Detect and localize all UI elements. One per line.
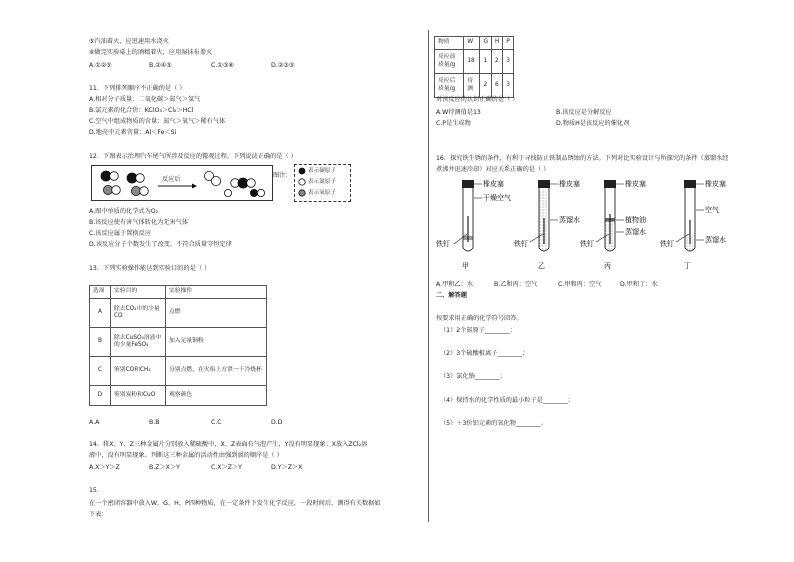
note-water-bing: 蒸馏水 — [625, 228, 646, 236]
q12-option-d[interactable]: D.该反应分子个数发生了改变，不符合质量守恒定律 — [89, 241, 232, 248]
q10-option-a[interactable]: A.①②⑤ — [89, 62, 112, 69]
q13-option-c[interactable]: C.C — [211, 419, 222, 426]
q15-option-a[interactable]: A.W待测值是13 — [436, 109, 481, 116]
table-row — [435, 74, 514, 98]
q15-table-header — [435, 37, 514, 50]
q13-header-option: 选项 — [90, 286, 111, 299]
q13-option-a[interactable]: A.A — [89, 419, 100, 426]
section-title: 二、解答题 — [436, 292, 467, 299]
q12-option-c[interactable]: C.该反应属于置换反应 — [89, 230, 151, 237]
table-cell: 6 — [491, 74, 502, 98]
table-cell: 3 — [503, 74, 514, 98]
table-cell: 反应后质量/g — [435, 74, 464, 98]
product-co2 — [231, 178, 256, 188]
note-air-ding: 空气 — [705, 206, 719, 214]
section-intro: 按要求用正确的化学符号回答。 — [436, 315, 523, 322]
q15-table — [434, 36, 514, 98]
note-stopper-jia: 橡皮塞 — [483, 180, 504, 188]
q16-option-b[interactable]: B.乙和丙：空气 — [494, 281, 538, 288]
q10-option-d[interactable]: D.②③⑤ — [271, 62, 295, 69]
note-stopper-ding: 橡皮塞 — [705, 180, 726, 188]
legend-title: 图注： — [273, 172, 292, 179]
table-cell: 2 — [491, 50, 502, 74]
table-cell: H — [491, 37, 502, 50]
q12-stem: 12．下图表示治理汽车尾气所涉及反应的微观过程。下列说法正确的是（ ） — [89, 153, 297, 160]
table-cell: 加入足量铜粉 — [166, 328, 267, 357]
answer-item-5[interactable]: （5）＋3价铝元素的氧化物________。 — [440, 420, 547, 427]
q11-option-b[interactable]: B.氯元素的化合价：KClO₃＞Cl₂＞HCl — [89, 107, 194, 114]
q13-table — [89, 285, 267, 406]
tube-label-yi: 乙 — [538, 262, 545, 270]
note-nail-jia: 铁钉 — [436, 240, 450, 248]
molecule-co — [101, 171, 118, 181]
reaction-arrow-label: 反应后 — [162, 176, 181, 183]
q16-option-a[interactable]: A.甲和乙：水 — [436, 281, 474, 288]
note-water-ding: 蒸馏水 — [705, 236, 726, 244]
q15-header-substance: 物质 — [435, 37, 464, 50]
q13-stem: 13．下列实验操作能达到实验目的的是（ ） — [89, 265, 211, 272]
q12-option-a[interactable]: A.图中单质的化学式为O₂ — [89, 208, 159, 215]
q13-header-operation: 实验操作 — [166, 286, 267, 299]
q10-option-b[interactable]: B.②④⑤ — [149, 62, 172, 69]
column-divider — [428, 30, 429, 522]
q14-option-b[interactable]: B.Z＞X＞Y — [149, 464, 180, 471]
table-cell: 3 — [503, 50, 514, 74]
q13-header-goal: 实验目的 — [111, 286, 166, 299]
reaction-diagram — [91, 165, 273, 201]
table-cell: 待测 — [464, 74, 480, 98]
molecule-no-2 — [131, 186, 148, 195]
q13-table-header — [90, 286, 267, 299]
oxygen-atom-icon — [298, 189, 306, 197]
table-cell: D — [90, 386, 111, 406]
note-water-yi: 蒸馏水 — [559, 216, 580, 224]
q15-option-d[interactable]: D.物质H是该反应的催化剂 — [556, 120, 630, 127]
legend-nitrogen: 表示氮原子 — [308, 179, 336, 185]
note-stopper-yi: 橡皮塞 — [559, 180, 580, 188]
product-co2-2 — [224, 189, 264, 196]
q10-option-c[interactable]: C.①③⑥ — [211, 62, 234, 69]
tube-ding — [660, 179, 726, 270]
reaction-diagram-svg — [92, 166, 272, 200]
tube-yi — [514, 179, 580, 270]
legend-carbon: 表示碳原子 — [308, 168, 336, 174]
note-nail-yi: 铁钉 — [514, 240, 528, 248]
table-cell: 观察颜色 — [166, 386, 267, 406]
table-cell: 除去CO₂中的少量CO — [111, 299, 166, 328]
reaction-arrowhead — [192, 184, 197, 189]
q11-option-c[interactable]: C.空气中组成物质的含量：氮气＞氧气＞稀有气体 — [89, 118, 226, 125]
q14-option-a[interactable]: A.X＞Y＞Z — [89, 464, 120, 471]
table-cell: B — [90, 328, 111, 357]
note-nail-ding: 铁钉 — [660, 240, 674, 248]
table-cell: 1 — [480, 50, 492, 74]
q15-option-c[interactable]: C.P是生成物 — [436, 120, 471, 127]
tube-label-ding: 丁 — [684, 262, 691, 270]
table-cell: 鉴别炭粉和CuO — [111, 386, 166, 406]
q16-option-d[interactable]: D.甲和丁：水 — [620, 281, 658, 288]
q13-option-b[interactable]: B.B — [149, 419, 160, 426]
table-cell: 2 — [480, 74, 492, 98]
carbon-atom-icon — [298, 167, 306, 175]
table-cell: 反应前质量/g — [435, 50, 464, 74]
q15-number: 15． — [89, 487, 104, 494]
q15-stem: 对该反应的认识正确的是（ ） — [436, 96, 519, 103]
table-cell: 分别点燃，在火焰上方罩一干冷烧杯 — [166, 357, 267, 386]
table-cell: G — [480, 37, 492, 50]
table-cell: 除去CuSO₄溶液中的少量FeSO₄ — [111, 328, 166, 357]
q10-item5: ⑤汽油着火，应迅速用水浇灭 — [89, 38, 169, 45]
q14-line1: 14．将X、Y、Z三种金属片分别放入稀硫酸中，X、Z表面有气泡产生，Y没有明显现象；X放入ZCl₂溶 — [89, 441, 368, 448]
q16-line1: 16．探究铁生锈的条件，有利于寻找防止铁制品锈蚀的方法。下列对比实验设计与所探究的条件（蒸馏水经 — [436, 155, 729, 162]
tube-jia — [436, 179, 511, 270]
table-row — [90, 328, 267, 357]
answer-item-3[interactable]: （3）氯化钠________； — [440, 373, 506, 380]
q16-option-c[interactable]: C.甲和丙：空气 — [558, 281, 602, 288]
table-cell: 鉴别CO和CH₄ — [111, 357, 166, 386]
tube-label-bing: 丙 — [604, 262, 611, 270]
q16-line2: 煮沸并迅速冷却）对应关系正确的是（ ） — [436, 166, 550, 173]
q11-stem: 11．下列排列顺序不正确的是（ ） — [89, 85, 186, 92]
rust-experiment-diagram — [434, 176, 734, 276]
nitrogen-atom-icon — [298, 178, 306, 186]
product-n2 — [204, 171, 220, 185]
q11-option-a[interactable]: A.相对分子质量：二氧化碳＞氮气＞氢气 — [89, 96, 201, 103]
note-stopper-bing: 橡皮塞 — [625, 180, 646, 188]
q10-item6: ⑥做完实验桌上的酒精着火，应用湿抹布盖灭 — [89, 49, 213, 56]
diagram-legend — [294, 164, 351, 202]
tube-bing — [580, 179, 646, 270]
tube-label-jia: 甲 — [462, 262, 469, 270]
q13-option-d[interactable]: D.D — [271, 419, 283, 426]
q14-line2: 液中，没有明显现象。判断这三种金属的活动性由强到弱的顺序是（ ） — [89, 452, 283, 459]
q15-line2: 下表： — [89, 511, 108, 518]
table-cell: C — [90, 357, 111, 386]
note-oil-bing: 植物油 — [625, 216, 646, 224]
stopper — [462, 180, 474, 188]
note-nail-bing: 铁钉 — [580, 240, 594, 248]
table-row — [90, 386, 267, 406]
q11-option-d[interactable]: D.地壳中元素含量：Al＜Fe＜Si — [89, 129, 177, 136]
q12-option-b[interactable]: B.该反应使有害气体转化为无害气体 — [89, 219, 189, 226]
q15-line1: 在一个密闭容器中放入W、G、H、P四种物质，在一定条件下发生化学反应，一段时间后，测得有关数据如 — [89, 500, 381, 507]
table-row — [90, 357, 267, 386]
table-cell: P — [503, 37, 514, 50]
note-dry-air: 干燥空气 — [483, 194, 511, 202]
table-cell: 18 — [464, 50, 480, 74]
legend-oxygen: 表示氧原子 — [308, 190, 336, 196]
molecule-no — [103, 185, 120, 194]
q15-option-b[interactable]: B.该反应是分解反应 — [556, 109, 612, 116]
table-row — [90, 299, 267, 328]
q14-option-c[interactable]: C.X＞Z＞Y — [211, 464, 242, 471]
table-row — [435, 50, 514, 74]
q14-option-d[interactable]: D.Y＞Z＞X — [271, 464, 303, 471]
table-cell: A — [90, 299, 111, 328]
table-cell: 点燃 — [166, 299, 267, 328]
answer-item-1[interactable]: （1）2个氮原子________； — [440, 327, 516, 334]
molecule-co-2 — [127, 173, 144, 183]
answer-item-2[interactable]: （2）3个硫酸根离子________； — [440, 350, 529, 357]
table-cell: W — [464, 37, 480, 50]
answer-item-4[interactable]: （4）保持水的化学性质的最小粒子是________； — [440, 397, 574, 404]
